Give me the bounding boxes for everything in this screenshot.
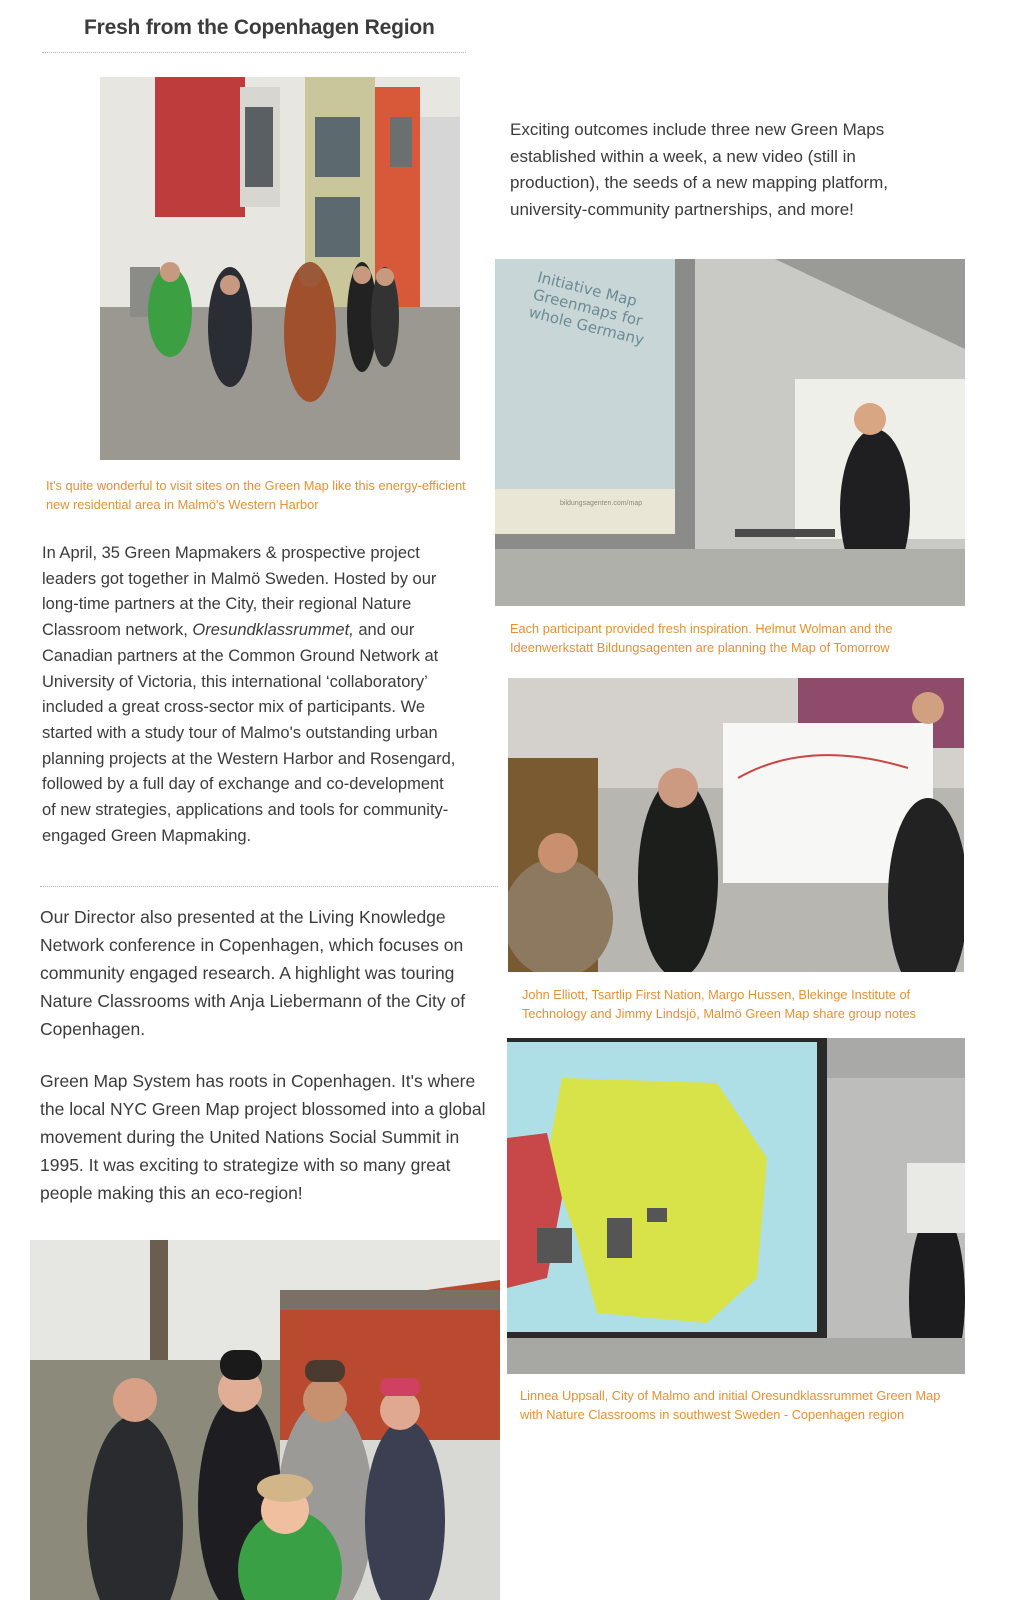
paragraph-collaboratory: [42, 541, 462, 849]
page-title: Fresh from the Copenhagen Region: [84, 16, 435, 39]
paragraph-collaboratory-part1: In April, 35 Green Mapmakers & prospective project leaders got together in Malmö Sweden. Hosted by our long-time partners at the City, their regional Nature Classroom network,: [42, 544, 437, 640]
caption-presentation-germany: Each participant provided fresh inspiration. Helmut Wolman and the Ideenwerkstatt Bildungsagenten are planning the Map of Tomorrow: [510, 621, 893, 655]
photo-map-presentation: [507, 1038, 965, 1374]
slide-url-text: bildungsagenten.com/map: [560, 500, 643, 507]
caption-map-presentation: Linnea Uppsall, City of Malmo and initial Oresundklassrummet Green Map with Nature Classrooms in southwest Sweden - Copenhagen region: [520, 1388, 941, 1422]
slide-title-text: Initiative Map Greenmaps for whole Germany: [526, 268, 646, 349]
photo-group-notes: [508, 678, 964, 972]
title-divider: [42, 52, 466, 53]
paragraph-roots-copenhagen: Green Map System has roots in Copenhagen. It's where the local NYC Green Map project blossomed into a global movement during the United Nations Social Summit in 1995. It was exciting to strategize with so many great people making this an eco-region!: [40, 1071, 486, 1203]
paragraph-living-knowledge: Our Director also presented at the Living Knowledge Network conference in Copenhagen, which focuses on community engaged research. A highlight was touring Nature Classrooms with Anja Liebermann of the City of Copenhagen.: [40, 907, 466, 1039]
photo-residential-area: [100, 77, 460, 460]
caption-group-notes: John Elliott, Tsartlip First Nation, Margo Hussen, Blekinge Institute of Technology and Jimmy Lindsjö, Malmö Green Map share group notes: [522, 987, 917, 1021]
paragraph-collaboratory-part2: and our Canadian partners at the Common Ground Network at University of Victoria, this international ‘collaboratory’ included a great cross-sector mix of participants. We started with a study tour of Malmo's outstanding urban planning projects at the Western Harbor and Rosengard, followed by a full day of exchange and co-development of new strategies, applications and tools for community-engaged Green Mapmaking.: [42, 621, 456, 845]
outcomes-intro: Exciting outcomes include three new Green Maps established within a week, a new video (still in production), the seeds of a new mapping platform, university-community partnerships, and more!: [510, 120, 888, 219]
photo-group-outdoors: [30, 1240, 500, 1600]
caption-residential-area: It's quite wonderful to visit sites on the Green Map like this energy-efficient new residential area in Malmö's Western Harbor: [46, 478, 466, 512]
section-divider: [40, 886, 498, 887]
oresundklassrummet-name: Oresundklassrummet,: [192, 621, 354, 640]
